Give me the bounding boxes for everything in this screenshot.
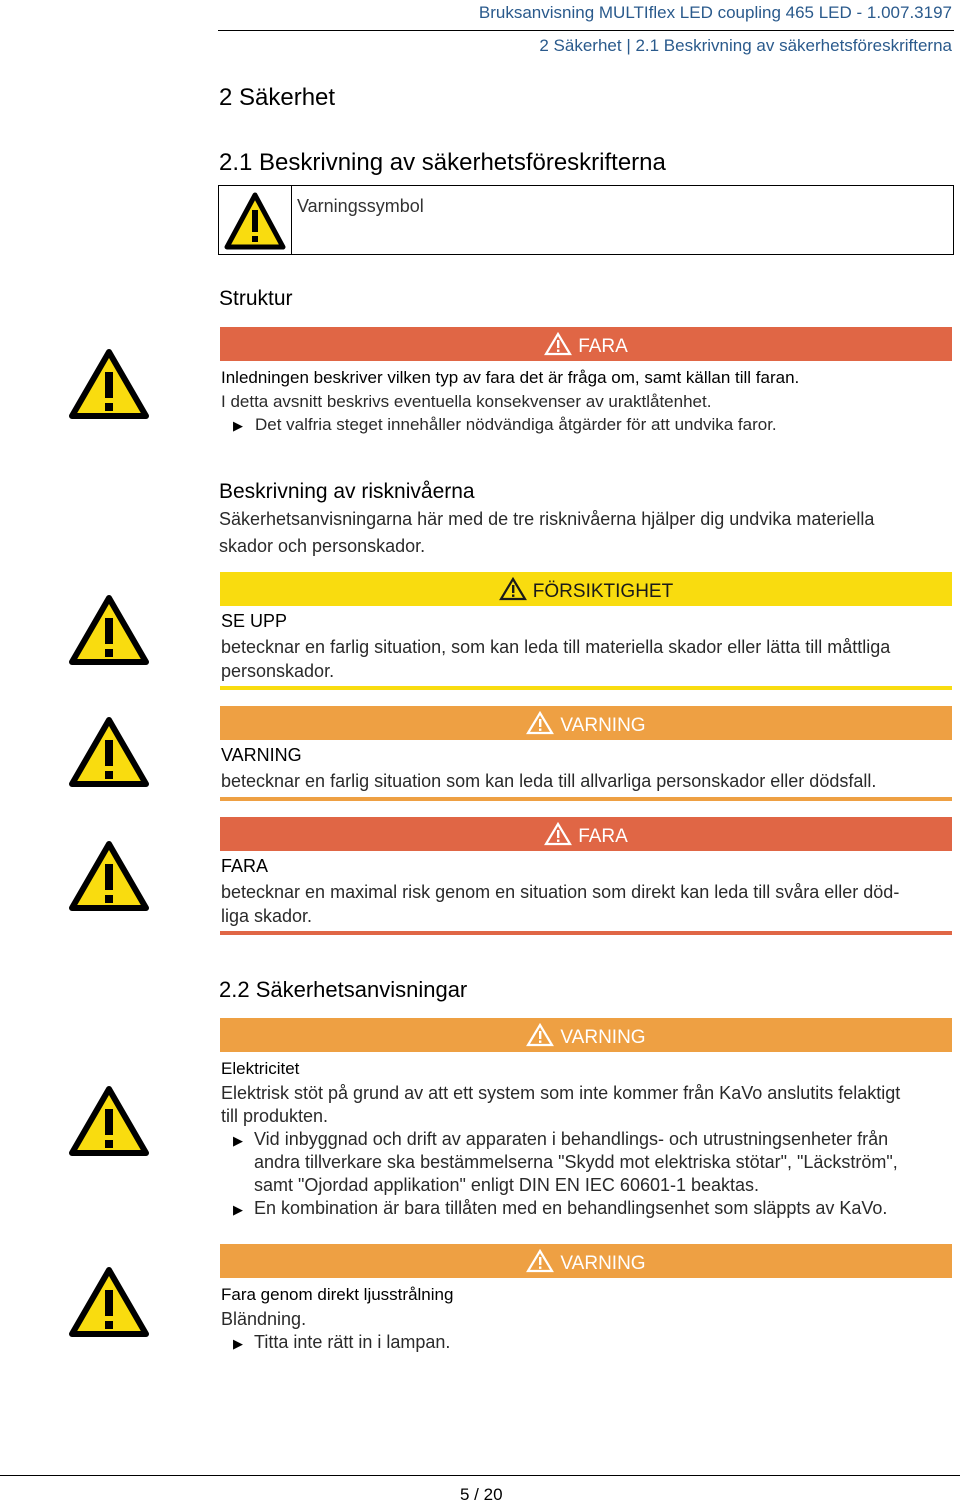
warning-triangle-icon bbox=[68, 348, 150, 420]
danger-desc-1: betecknar en maximal risk genom en situation som direkt kan leda till svåra eller död- bbox=[221, 882, 900, 902]
small-warning-icon bbox=[526, 711, 554, 735]
symbol-divider bbox=[291, 186, 292, 254]
light-heading: Fara genom direkt ljusstrålning bbox=[221, 1285, 454, 1304]
breadcrumb: 2 Säkerhet | 2.1 Beskrivning av säkerhetsföreskrifterna bbox=[539, 36, 952, 55]
light-step1: Titta inte rätt in i lampan. bbox=[254, 1332, 451, 1352]
warning-banner bbox=[220, 706, 952, 740]
electric-heading: Elektricitet bbox=[221, 1059, 300, 1078]
chapter-title: 2 Säkerhet bbox=[219, 84, 336, 111]
caution-rule bbox=[220, 686, 952, 690]
caution-banner bbox=[220, 572, 952, 606]
electric-step1-1: Vid inbyggnad och drift av apparaten i behandlings- och utrustningsenheter från bbox=[254, 1129, 889, 1149]
section-title-2-2: 2.2 Säkerhetsanvisningar bbox=[219, 977, 468, 1002]
danger-term: FARA bbox=[221, 856, 269, 876]
small-warning-icon bbox=[544, 822, 572, 846]
warning-triangle-icon bbox=[68, 840, 150, 912]
structure-line-2: I detta avsnitt beskrivs eventuella konsekvenser av uraktlåtenhet. bbox=[221, 392, 712, 411]
bullet-icon: ▶ bbox=[233, 1336, 243, 1351]
levels-heading: Beskrivning av risknivåerna bbox=[219, 480, 475, 503]
electric-desc-2: till produkten. bbox=[221, 1106, 329, 1126]
warning-banner bbox=[220, 1018, 952, 1052]
levels-intro-1: Säkerhetsanvisningarna här med de tre risknivåerna hjälper dig undvika materiella bbox=[219, 509, 875, 529]
bullet-icon: ▶ bbox=[233, 418, 243, 433]
warning-symbol-box bbox=[218, 185, 954, 255]
danger-rule bbox=[220, 931, 952, 935]
danger-desc-2: liga skador. bbox=[221, 906, 313, 926]
levels-intro-2: skador och personskador. bbox=[219, 536, 426, 556]
footer-rule bbox=[0, 1475, 960, 1476]
banner-label: VARNING bbox=[560, 1027, 646, 1048]
danger-banner bbox=[220, 817, 952, 851]
electric-step1-3: samt "Ojordad applikation" enligt DIN EN IEC 60601-1 beaktas. bbox=[254, 1175, 760, 1195]
warning-rule bbox=[220, 797, 952, 801]
small-warning-icon bbox=[526, 1249, 554, 1273]
symbol-label: Varningssymbol bbox=[297, 196, 424, 216]
page-number: 5 / 20 bbox=[460, 1485, 503, 1504]
warning-triangle-icon bbox=[68, 1266, 150, 1338]
warning-desc-1: betecknar en farlig situation som kan leda till allvarliga personskador eller dödsfall. bbox=[221, 771, 877, 791]
warning-triangle-icon bbox=[68, 1085, 150, 1157]
banner-label: FARA bbox=[578, 336, 628, 357]
caution-desc-2: personskador. bbox=[221, 661, 335, 681]
banner-label: FÖRSIKTIGHET bbox=[532, 581, 674, 602]
structure-line-1: Inledningen beskriver vilken typ av fara det är fråga om, samt källan till faran. bbox=[221, 368, 800, 387]
warning-banner bbox=[220, 1244, 952, 1278]
warning-triangle-icon bbox=[68, 594, 150, 666]
electric-desc-1: Elektrisk stöt på grund av att ett system som inte kommer från KaVo anslutits felaktigt bbox=[221, 1083, 901, 1103]
bullet-icon: ▶ bbox=[233, 1202, 243, 1217]
warning-triangle-icon bbox=[68, 716, 150, 788]
electric-step2: En kombination är bara tillåten med en behandlingsenhet som släppts av KaVo. bbox=[254, 1198, 888, 1218]
banner-label: VARNING bbox=[560, 715, 646, 736]
document-title: Bruksanvisning MULTIflex LED coupling 465 LED - 1.007.3197 bbox=[478, 3, 952, 22]
caution-desc-1: betecknar en farlig situation, som kan leda till materiella skador eller lätta till måttliga bbox=[221, 637, 891, 657]
warning-triangle-icon bbox=[224, 192, 286, 250]
small-warning-icon bbox=[526, 1023, 554, 1047]
electric-step1-2: andra tillverkare ska bestämmelserna "Skydd mot elektriska stötar", "Läckström", bbox=[254, 1152, 898, 1172]
section-title-2-1: 2.1 Beskrivning av säkerhetsföreskrifterna bbox=[219, 149, 666, 176]
structure-heading: Struktur bbox=[219, 287, 293, 310]
light-desc-1: Bländning. bbox=[221, 1309, 307, 1329]
small-warning-icon bbox=[499, 577, 527, 601]
bullet-icon: ▶ bbox=[233, 1133, 243, 1148]
caution-term: SE UPP bbox=[221, 611, 288, 631]
header-rule bbox=[218, 30, 954, 31]
warning-term: VARNING bbox=[221, 745, 302, 765]
banner-label: VARNING bbox=[560, 1253, 646, 1274]
structure-step: Det valfria steget innehåller nödvändiga åtgärder för att undvika faror. bbox=[255, 415, 777, 434]
small-warning-icon bbox=[544, 332, 572, 356]
banner-label: FARA bbox=[578, 826, 628, 847]
danger-banner bbox=[220, 327, 952, 361]
